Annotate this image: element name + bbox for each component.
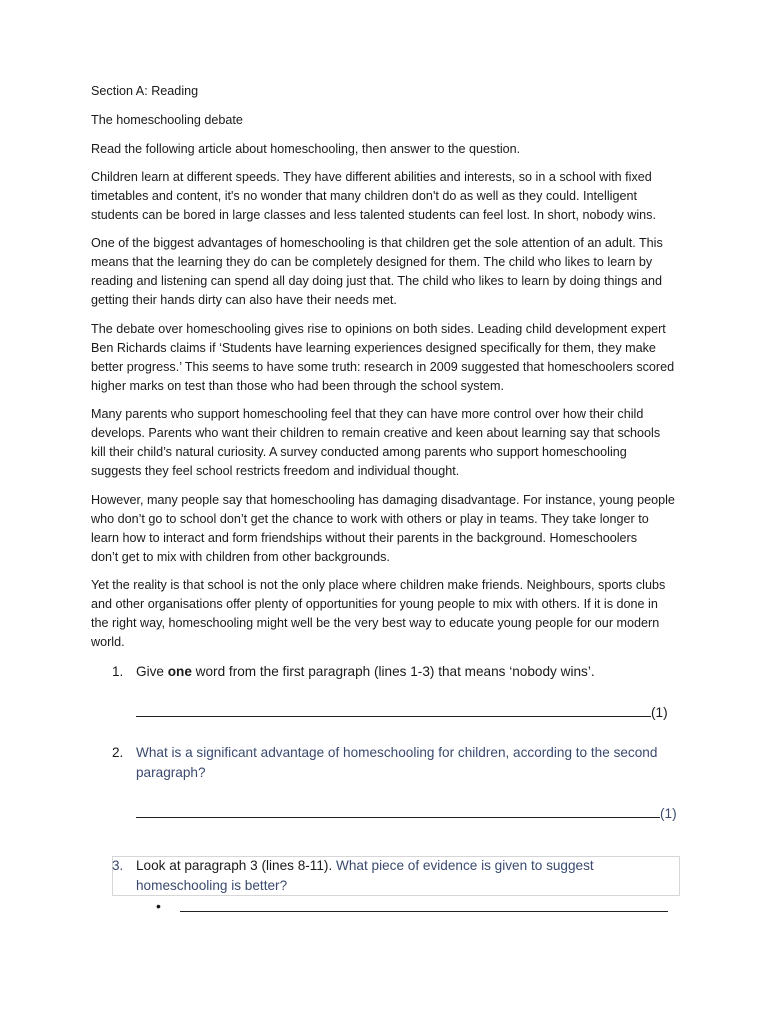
- question-line: [136, 856, 594, 876]
- question-text: [136, 856, 594, 896]
- question-number: 3.: [112, 858, 124, 873]
- paragraph-line: Many parents who support homeschooling feel that they can have more control over how their child: [91, 407, 644, 421]
- question-text-part: Give: [136, 664, 168, 679]
- question-line: What is a significant advantage of homeschooling for children, according to the second: [136, 745, 658, 760]
- paragraph-line: higher marks on test than those who had been through the school system.: [91, 379, 505, 393]
- answer-line-1[interactable]: [136, 703, 668, 723]
- paragraph-line: means that the learning they do can be completely designed for them. The child who likes to learn by: [91, 255, 653, 269]
- answer-blank[interactable]: [136, 804, 660, 818]
- bullet-icon: •: [156, 898, 161, 914]
- paragraph-line: One of the biggest advantages of homeschooling is that children get the sole attention of an adult. This: [91, 236, 663, 250]
- question-text-part: word from the first paragraph (lines 1-3) that means ‘nobody wins’.: [191, 664, 595, 679]
- section-heading: Section A: Reading: [91, 84, 199, 98]
- paragraph-line: don’t get to mix with children from other backgrounds.: [91, 550, 390, 564]
- paragraph-line: suggests they feel school restricts freedom and individual thought.: [91, 464, 460, 478]
- paragraph-line: students can be bored in large classes and less talented students can feel lost. In short, nobody wins.: [91, 208, 656, 222]
- instruction-text: Read the following article about homeschooling, then answer to the question.: [91, 142, 521, 156]
- answer-line-3[interactable]: [180, 911, 668, 912]
- answer-line-2[interactable]: [136, 804, 677, 824]
- question-text: [136, 662, 595, 682]
- question-text: [136, 743, 657, 783]
- question-number: 1.: [112, 664, 124, 679]
- paragraph-line: Yet the reality is that school is not the only place where children make friends. Neighbours, sports clubs: [91, 578, 666, 592]
- paragraph-line: learn how to interact and form friendships without their parents in the background. Homeschoolers: [91, 531, 638, 545]
- paragraph-line: timetables and content, it's no wonder that many children don't do as well as they could. Intelligent: [91, 189, 637, 203]
- question-line: homeschooling is better?: [136, 878, 288, 893]
- question-number: 2.: [112, 745, 124, 760]
- paragraph-line: develops. Parents who want their children to remain creative and keen about learning say that schools: [91, 426, 661, 440]
- paragraph-line: world.: [91, 635, 125, 649]
- paragraph-line: the right way, homeschooling might well be the very best way to educate young people for our modern: [91, 616, 660, 630]
- paragraph-line: Ben Richards claims if ‘Students have learning experiences designed specifically for them, they make: [91, 341, 656, 355]
- question-lead: Look at paragraph 3 (lines 8-11).: [136, 858, 336, 873]
- question-emphasis: one: [167, 664, 192, 679]
- paragraph-line: The debate over homeschooling gives rise to opinions on both sides. Leading child development expert: [91, 322, 666, 336]
- question-text-blue: What piece of evidence is given to suggest: [336, 858, 594, 873]
- paragraph-line: Children learn at different speeds. They have different abilities and interests, so in a school with fixed: [91, 170, 652, 184]
- paragraph-line: kill their child’s natural curiosity. A survey conducted among parents who support homeschooling: [91, 445, 627, 459]
- answer-blank[interactable]: [136, 703, 651, 717]
- question-line: paragraph?: [136, 765, 206, 780]
- paragraph-line: who don’t go to school don’t get the chance to work with others or play in teams. They take longer to: [91, 512, 649, 526]
- article-paragraph-3: [91, 320, 681, 396]
- paragraph-line: better progress.’ This seems to have some truth: research in 2009 suggested that homeschoolers scored: [91, 360, 675, 374]
- paragraph-line: getting their hands dirty can also have their needs met.: [91, 293, 397, 307]
- paragraph-line: reading and listening can spend all day doing just that. The child who likes to learn by doing things and: [91, 274, 663, 288]
- marks-label: (1): [660, 806, 677, 821]
- article-paragraph-6: [91, 576, 681, 652]
- document-title: The homeschooling debate: [91, 113, 243, 127]
- article-paragraph-2: [91, 234, 681, 310]
- article-paragraph-1: [91, 168, 681, 225]
- article-paragraph-4: [91, 405, 681, 481]
- article-paragraph-5: [91, 491, 681, 567]
- paragraph-line: and other organisations offer plenty of opportunities for young people to mix with others. If it is done in: [91, 597, 658, 611]
- paragraph-line: However, many people say that homeschooling has damaging disadvantage. For instance, young people: [91, 493, 675, 507]
- marks-label: (1): [651, 705, 668, 720]
